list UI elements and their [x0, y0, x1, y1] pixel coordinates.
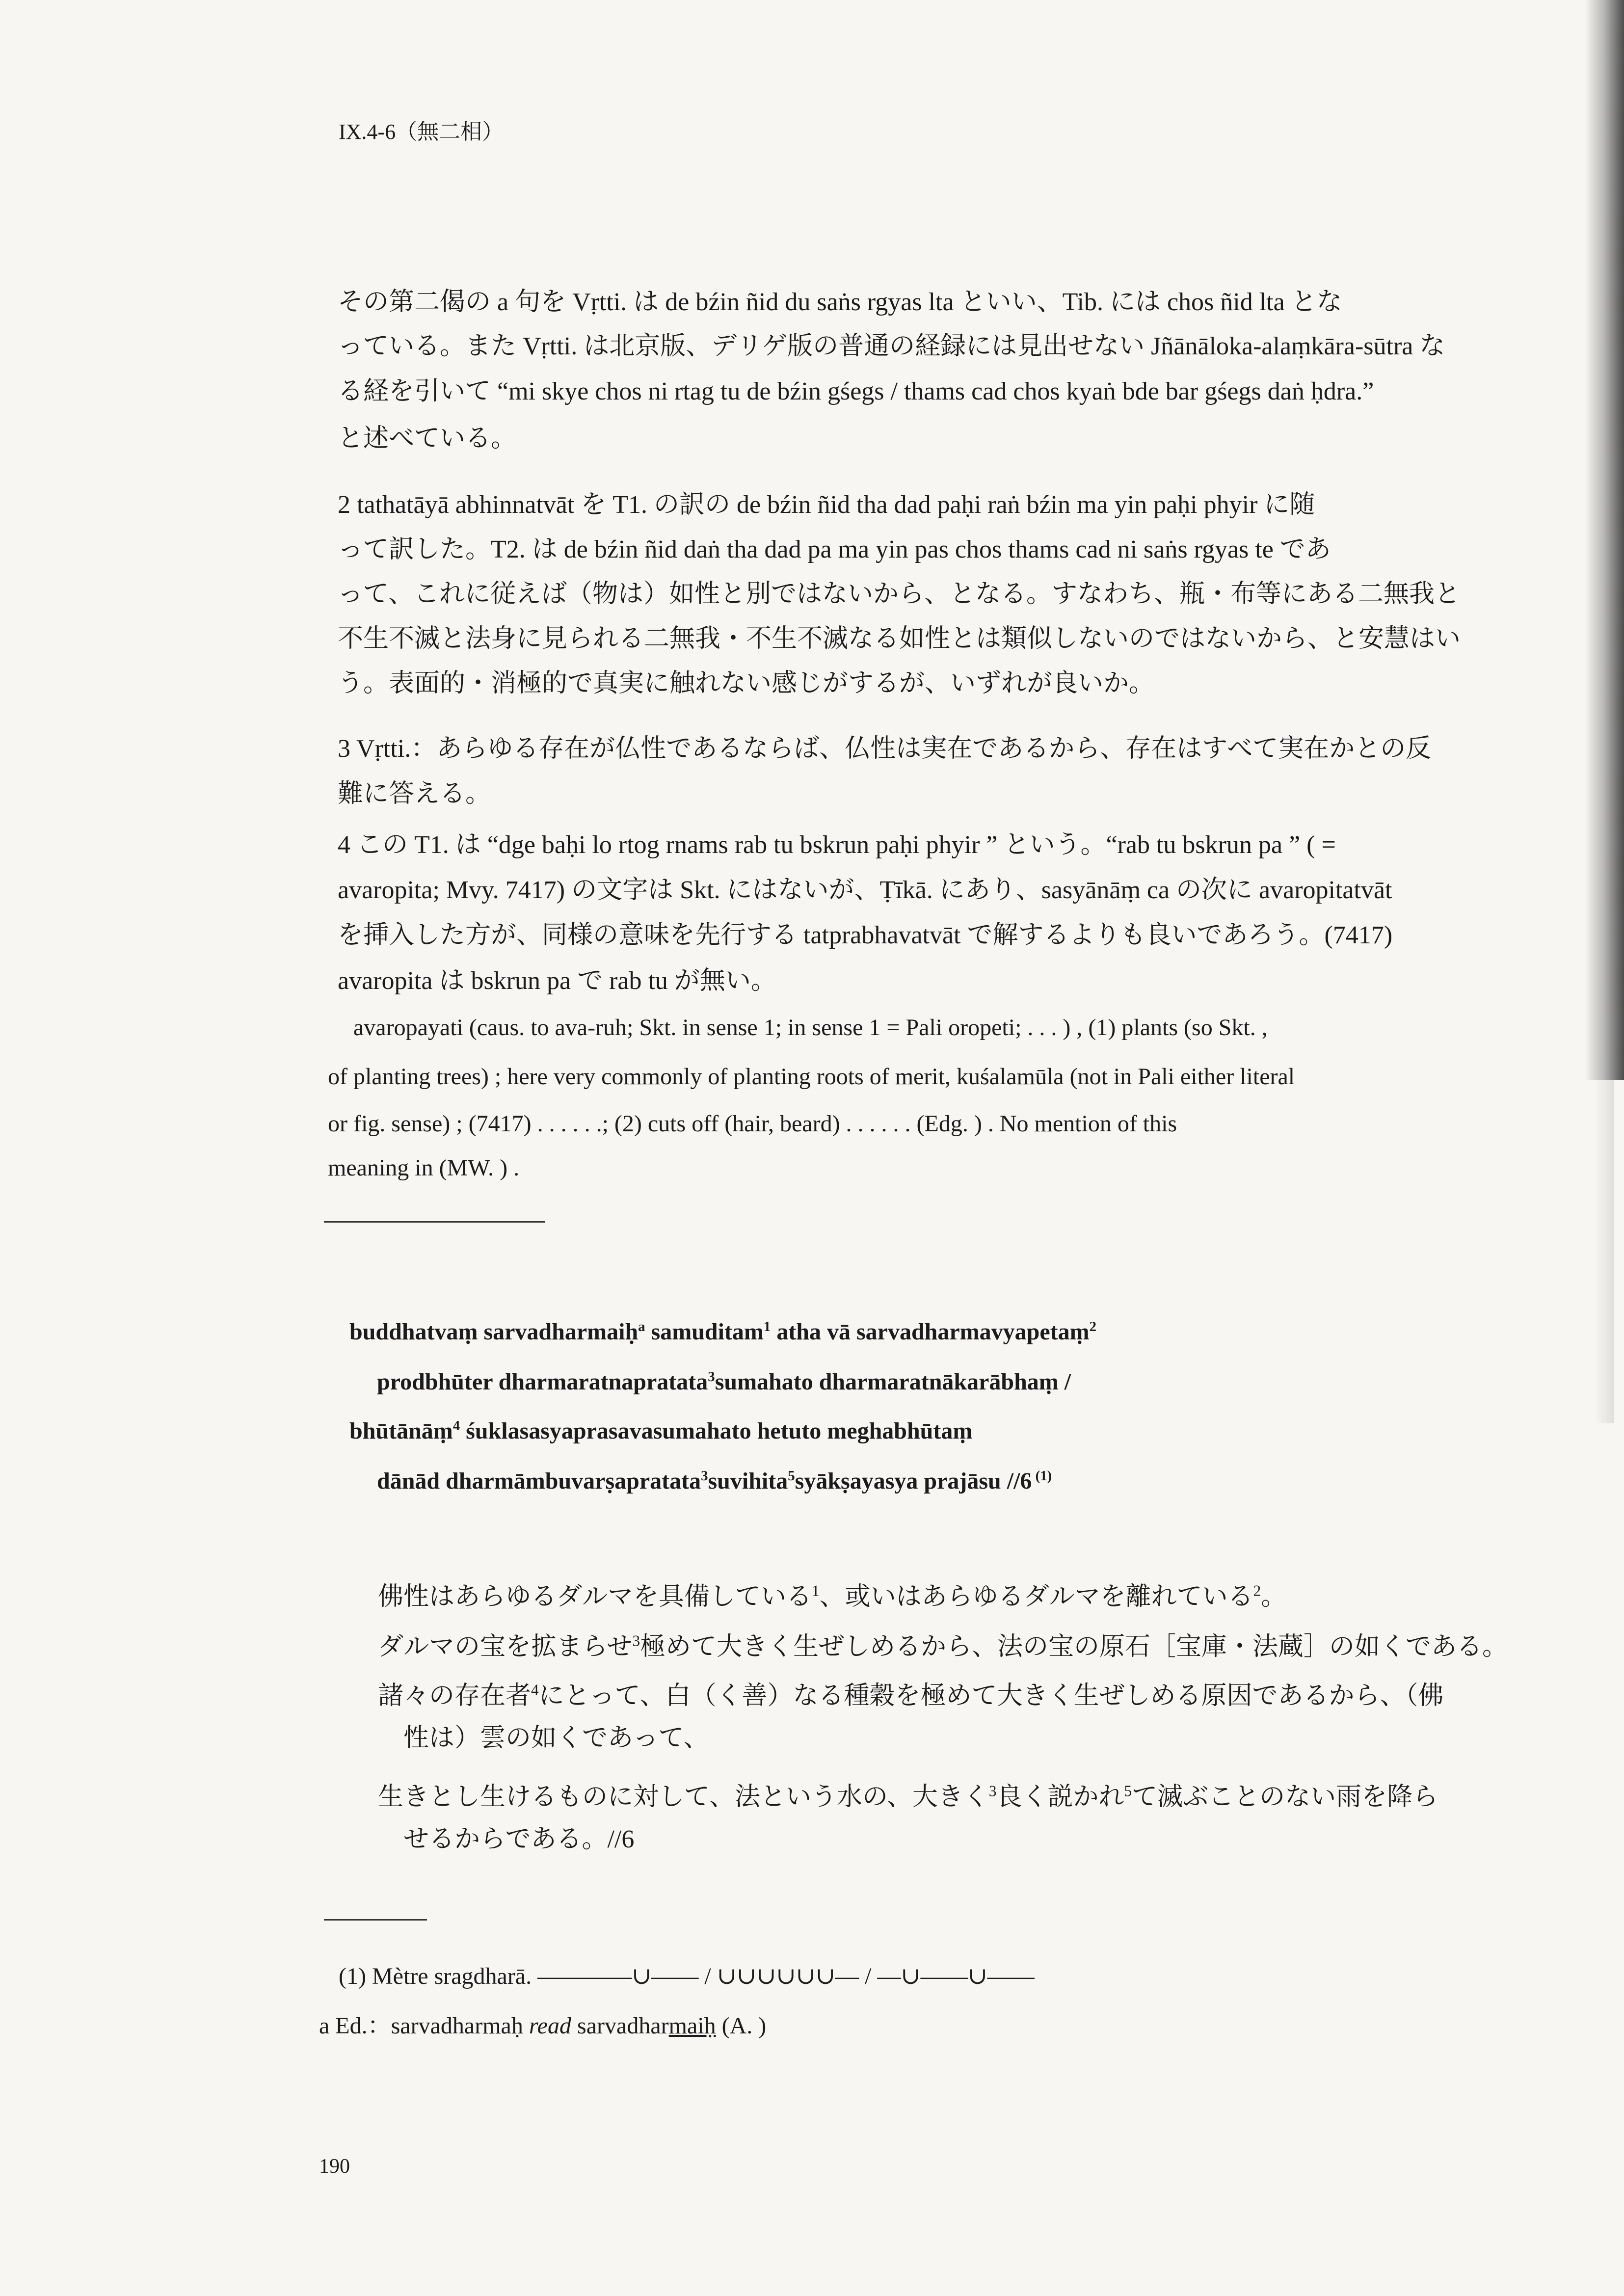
translation-line-2: [378, 1626, 1508, 1662]
verse-text: bhūtānāṃ: [349, 1418, 453, 1444]
footnote-marker: 3: [988, 1782, 997, 1800]
translation-text: 良く説かれ: [996, 1783, 1124, 1811]
verse-text: śuklasasyaprasavasumahato hetuto meghabhūtaṃ: [460, 1418, 973, 1444]
footnote-marker: 5: [788, 1468, 795, 1484]
verse-text: samuditam: [645, 1319, 764, 1345]
translation-line-6: せるからである。//6: [403, 1825, 635, 1853]
note-line: って訳した。T2. は de bźin ñid daṅ tha dad pa ma yin pas chos thams cad ni saṅs rgyas te であ: [338, 535, 1331, 563]
verse-text: atha vā sarvadharmavyapetaṃ: [771, 1319, 1090, 1345]
verse-line-2: [377, 1368, 1071, 1395]
section-divider: [324, 1221, 545, 1223]
footnote-marker: 3: [708, 1369, 715, 1385]
running-header: IX.4-6（無二相）: [339, 120, 504, 144]
translation-text: 佛性はあらゆるダルマを具備している: [378, 1583, 812, 1611]
translation-text: 。: [1261, 1583, 1287, 1611]
footnote-a: [319, 2006, 766, 2040]
note-line: 2 tathatāyā abhinnatvāt を T1. の訳の de bźin ñid tha dad paḥi raṅ bźin ma yin paḥi phyir に随: [338, 491, 1315, 519]
translation-line-4: 性は）雲の如くであって、: [403, 1724, 709, 1752]
footnote-marker: a: [638, 1319, 645, 1335]
translation-text: 生きとし生けるものに対して、法という水の、大きく: [378, 1783, 989, 1811]
verse-text: dānād dharmāmbuvarṣapratata: [377, 1468, 701, 1494]
note-line: う。表面的・消極的で真実に触れない感じがするが、いずれが良いか。: [338, 669, 1155, 697]
note-line: 4 この T1. は “dge baḥi lo rtog rnams rab tu bskrun paḥi phyir ” という。“rab tu bskrun pa ” ( =: [338, 831, 1336, 859]
translation-text: 諸々の存在者: [378, 1682, 532, 1710]
footnote-marker: 2: [1089, 1319, 1097, 1335]
footnote-marker: 4: [453, 1418, 460, 1434]
dictionary-quote-line: of planting trees) ; here very commonly of planting roots of merit, kuśalamūla (not in Pali either literal: [328, 1064, 1295, 1090]
dictionary-quote-line: or fig. sense) ; (7417) . . . . . .; (2) cuts off (hair, beard) . . . . . . (Edg. ) . No mention of this: [328, 1111, 1177, 1137]
footnote-marker: (1): [1032, 1468, 1052, 1484]
note-line: って、これに従えば（物は）如性と別ではないから、となる。すなわち、瓶・布等にある二無我と: [338, 580, 1460, 608]
note-line: る経を引いて “mi skye chos ni rtag tu de bźin gśegs / thams cad chos kyaṅ bde bar gśegs daṅ ḥdra.”: [338, 377, 1374, 405]
scan-edge-shadow-lower: [1595, 1080, 1614, 1423]
footnote-text: (A. ): [716, 2013, 767, 2039]
translation-text: て滅ぶことのない雨を降ら: [1132, 1783, 1438, 1811]
footnote-marker: 3: [701, 1468, 708, 1484]
note-line: 不生不滅と法身に見られる二無我・不生不滅なる如性とは類似しないのではないから、と安慧はい: [338, 625, 1461, 653]
verse-text: suvihita: [708, 1468, 788, 1494]
translation-line-5: [378, 1776, 1438, 1813]
page-number: 190: [319, 2155, 350, 2178]
translation-line-1: [378, 1575, 1286, 1612]
translation-text: にとって、白（く善）なる種穀を極めて大きく生ぜしめる原因であるから、（佛: [538, 1682, 1444, 1710]
dictionary-quote-line: avaropayati (caus. to ava-ruh; Skt. in sense 1; in sense 1 = Pali oropeti; . . . ) , (1) plants (so Skt. ,: [353, 1015, 1268, 1041]
verse-text: sumahato dharmaratnākarābhaṃ /: [715, 1369, 1071, 1395]
footnote-text: sarvadhar: [571, 2013, 669, 2039]
footnote-correction: maiḥ: [668, 2013, 716, 2039]
footnote-marker: 5: [1124, 1782, 1132, 1800]
footnote-marker: 4: [531, 1681, 539, 1699]
note-line: 3 Vṛtti.：あらゆる存在が仏性であるならば、仏性は実在であるから、存在はすべて実在かとの反: [338, 735, 1432, 763]
dictionary-quote-line: meaning in (MW. ) .: [328, 1155, 520, 1181]
note-line: avaropita は bskrun pa で rab tu が無い。: [338, 967, 776, 995]
verse-text: syākṣayasya prajāsu //6: [795, 1468, 1032, 1494]
footnote-marker: 2: [1253, 1582, 1261, 1600]
translation-text: ダルマの宝を拡まらせ: [378, 1633, 633, 1661]
footnote-marker: 1: [763, 1319, 771, 1335]
verse-text: prodbhūter dharmaratnapratata: [377, 1369, 708, 1395]
footnote-marker: 3: [632, 1632, 640, 1650]
verse-text: buddhatvaṃ sarvadharmaiḥ: [349, 1319, 639, 1345]
verse-line-1: [349, 1318, 1096, 1345]
scan-edge-shadow: [1585, 0, 1624, 1080]
verse-line-3: [349, 1417, 972, 1444]
footnote-marker: 1: [812, 1582, 820, 1600]
footnote-divider: [324, 1919, 427, 1921]
translation-text: 極めて大きく生ぜしめるから、法の宝の原石［宝庫・法蔵］の如くである。: [640, 1633, 1508, 1661]
note-line: avaropita; Mvy. 7417) の文字は Skt. にはないが、Ṭīkā. にあり、sasyānāṃ ca の次に avaropitatvāt: [338, 876, 1392, 904]
translation-text: 、或いはあらゆるダルマを離れている: [819, 1583, 1253, 1611]
note-line: と述べている。: [338, 425, 517, 453]
verse-line-4: [377, 1468, 1052, 1495]
note-line: っている。また Vṛtti. は北京版、デリゲ版の普通の経録には見出せない Jñānāloka-alaṃkāra-sūtra な: [338, 332, 1445, 360]
note-line: その第二偈の a 句を Vṛtti. は de bźin ñid du saṅs rgyas lta といい、Tib. には chos ñid lta とな: [338, 288, 1342, 316]
note-line: を挿入した方が、同様の意味を先行する tatprabhavatvāt で解するよりも良いであろう。(7417): [338, 921, 1393, 949]
footnote-text: a Ed.：sarvadharmaḥ: [319, 2013, 529, 2039]
footnote-read: read: [529, 2013, 572, 2039]
note-line: 難に答える。: [338, 780, 491, 808]
translation-line-3: [378, 1675, 1444, 1711]
footnote-1: (1) Mètre sragdharā. ————∪—— / ∪∪∪∪∪∪— / —∪——∪——: [339, 1963, 1035, 1989]
